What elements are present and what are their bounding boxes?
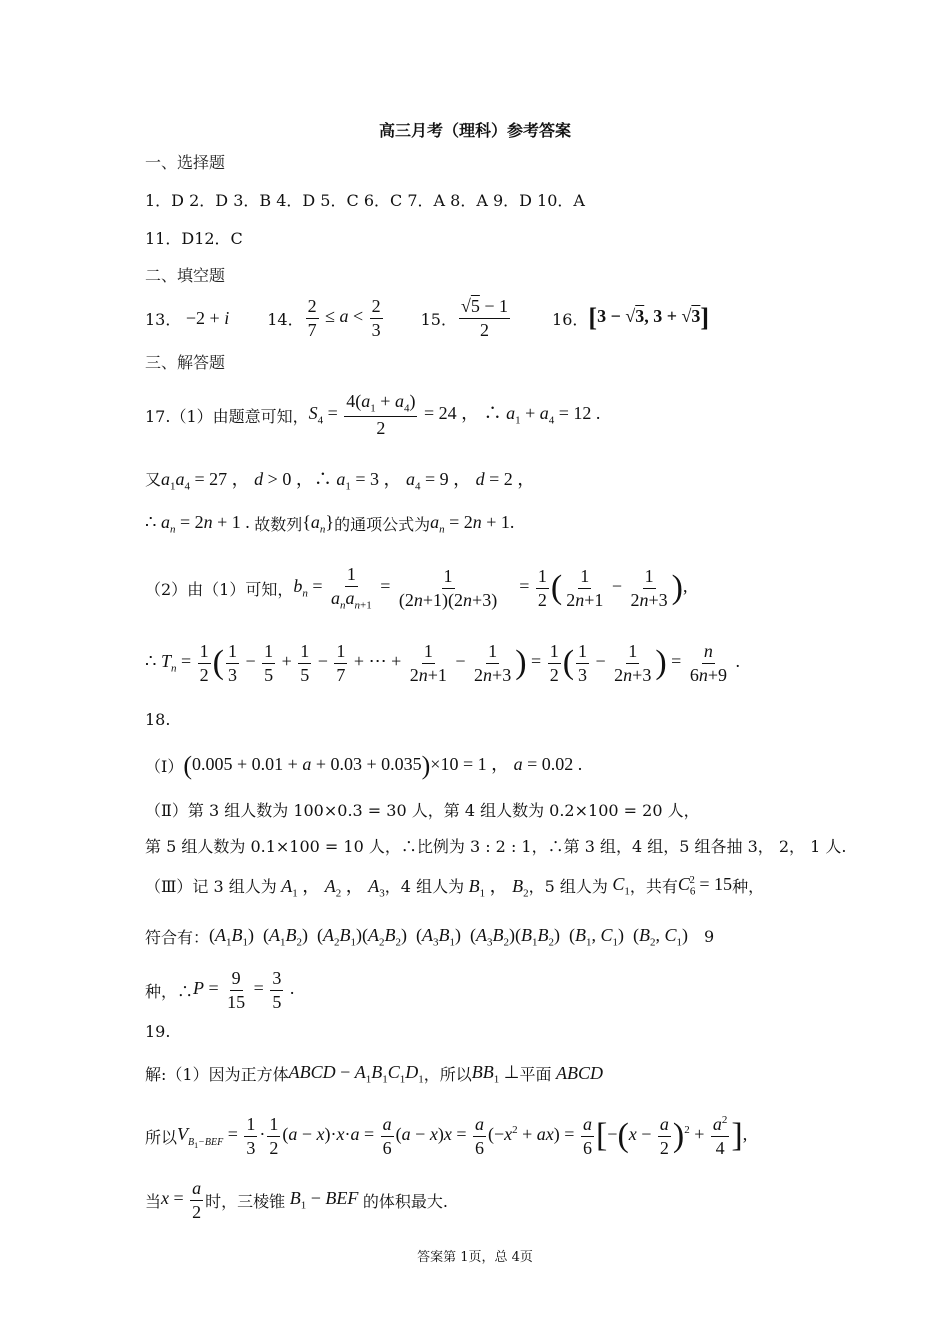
q17-an-final: $a_n = 2n + 1$. — [430, 512, 515, 536]
q17-line2 — [145, 465, 535, 493]
q14-label: 14． — [267, 309, 304, 329]
q18-part3 — [145, 872, 764, 900]
q18-part1 — [145, 750, 582, 781]
q18-i-prefix: （Ⅰ） — [145, 756, 184, 776]
q17-line3 — [145, 512, 514, 536]
q17-line5 — [145, 635, 740, 691]
q13-label: 13． — [145, 309, 182, 329]
page-footer: 答案第 1页，总 4页 — [417, 1250, 533, 1265]
q17-prefix: 17.（1）由题意可知， — [145, 406, 309, 426]
q18-iii-mid2: ，5 组人为 — [528, 877, 608, 897]
q17-seq: $\{a_n\}$ — [302, 512, 335, 536]
q19-plane: ABCD — [555, 1063, 603, 1084]
q15-label: 15． — [420, 309, 457, 329]
q17-an: ∴ $a_n = 2n + 1$ . — [145, 512, 255, 536]
q19-l1-tail: 平面 — [519, 1065, 552, 1085]
q18-number: 18. — [145, 710, 171, 729]
q18-part2-line1: （Ⅱ）第 3 组人数为 100×0.3 = 30 人，第 4 组人数为 0.2×100 = 20 人， — [145, 801, 700, 820]
q18-p-formula: P = $\frac{9}{15}$ = $\frac{3}{5}$ . — [193, 968, 295, 1012]
q19-l3-mid: 时，三棱锥 — [205, 1191, 286, 1211]
q17-line4 — [145, 560, 687, 616]
q18-group5: $C_1$ — [612, 874, 630, 898]
q18-group4: $B_1$ ， $B_2$ — [468, 876, 529, 900]
q18-comb: $C_6^2 = 15$ — [677, 874, 733, 898]
q17-line1 — [145, 390, 600, 440]
q17-p3-mid: 故数列 — [254, 515, 303, 535]
q18-p-prefix: 种，∴ — [145, 981, 194, 1001]
q19-l1-prefix: 解:（1）因为正方体 — [145, 1065, 289, 1085]
q19-x-value: x = $\frac{a}{2}$ — [161, 1178, 202, 1222]
q18-group3: $A_1$ ， $A_2$ ， $A_3$ — [281, 876, 385, 900]
q16-label: 16． — [552, 309, 589, 329]
choice-answers-1: 1．D 2．D 3．B 4．D 5．C 6．C 7．A 8．A 9．D 10．A — [145, 191, 585, 210]
q17-p4-prefix: （2）由（1）可知， — [145, 579, 294, 599]
q16-answer: [3 − √3, 3 + √3] — [588, 303, 710, 332]
q17-tn-formula: ∴ $T_n$ = $\frac{1}{2}$ ( $\frac{1}{3}$ − $\frac{1}{5}$ + $\frac{1}{5}$ − $\frac{1}{7}$ + ⋯ + $\frac{1}{2n+1}$ − $\frac{1}{2n+3}$ ) = $\frac{1}{2}$ ( $\frac{1}{3}$ − $\frac{1}{2n+3}$ ) = $\frac{n}{6n+9}$ . — [145, 641, 740, 685]
page-title: 高三月考（理科）参考答案 — [378, 121, 571, 140]
q19-line2 — [145, 1105, 747, 1167]
q18-i-formula: (0.005 + 0.01 + a + 0.03 + 0.035)×10 = 1 ， a = 0.02 . — [183, 750, 583, 780]
q19-perp: $BB_1$ ⊥ — [471, 1062, 520, 1086]
q18-fits — [145, 925, 714, 949]
q18-iii-prefix: （Ⅲ）记 3 组人为 — [145, 877, 277, 897]
q19-l3-prefix: 当 — [145, 1191, 162, 1211]
q19-line3 — [145, 1175, 448, 1225]
q18-iii-tail2: 种， — [732, 877, 765, 897]
q19-l1-mid: ，所以 — [423, 1065, 472, 1085]
q18-fit-list: $(A_1B_1)$ $(A_1B_2)$ $(A_2B_1)(A_2B_2)$ $(A_3B_1)$ $(A_3B_2)(B_1B_2)$ ($B_1$, $C_1$) ($B_2$, $C_1$) — [209, 925, 689, 949]
choice-header: 一、选择题 — [145, 153, 226, 172]
q18-iii-mid1: ，4 组人为 — [384, 877, 465, 897]
q19-l3-tail: 的体积最大. — [362, 1191, 448, 1211]
q19-number: 19. — [145, 1022, 171, 1041]
choice-answers-2: 11．D12．C — [145, 229, 243, 248]
q14-answer: $\frac{2}{7}$ ≤ a < $\frac{2}{3}$ — [307, 296, 381, 340]
q13-answer: −2 + i — [181, 307, 230, 328]
q17-p3-tail: 的通项公式为 — [334, 515, 431, 535]
q17-bn-formula: $b_n$ = $\frac{1}{a_na_{n+1}}$ = $\frac{1}{(2n+1)(2n+3)}$ = $\frac{1}{2}$ ( $\frac{1}{2n+1}$ − $\frac{1}{2n+3}$ ), — [293, 564, 688, 612]
q19-line1 — [145, 1062, 603, 1086]
fill-header: 二、填空题 — [145, 266, 226, 285]
q19-pyramid: $B_1$ − BEF — [289, 1188, 359, 1212]
q17-values: $a_1a_4 = 27$ ， d > 0 ，∴ $a_1 = 3$ ， $a_4 = 9$ ， d = 2 ， — [161, 469, 536, 493]
q18-probability — [145, 966, 294, 1014]
q19-cube: ABCD − $A_1B_1C_1D_1$ — [288, 1062, 424, 1086]
q19-volume-formula: $V_{B_1-BEF}$ = $\frac{1}{3}$ · $\frac{1}{2}$ (a − x)·x·a = $\frac{a}{6}$ (a − x)x = $\frac{a}{6}$ $(-x^2 + ax)$ = $\frac{a}{6}$ [−(x − $\frac{a}{2}$ )$^2$ + $\frac{a^2}{4}$ ], — [177, 1114, 748, 1158]
q18-fit-prefix: 符合有： — [145, 928, 210, 948]
q17-s4-formula: $S_4$ = $\frac{4(a_1 + a_4)}{2}$ = 24 ， ∴ $a_1 + a_4 = 12$ . — [308, 391, 601, 439]
q15-answer: $\frac{√5 - 1}{2}$ — [461, 296, 509, 340]
q18-part2-line2: 第 5 组人数为 0.1×100 = 10 人，∴比例为 3 : 2 : 1，∴第 3 组，4 组，5 组各抽 3， 2， 1 人. — [145, 837, 847, 856]
fill-answers-row — [145, 294, 709, 342]
q18-iii-tail: ，共有 — [629, 877, 678, 897]
solve-header: 三、解答题 — [145, 353, 226, 372]
q18-fit-count: 9 — [704, 927, 715, 947]
q19-l2-prefix: 所以 — [145, 1127, 178, 1147]
q17-p2-prefix: 又 — [145, 470, 162, 490]
